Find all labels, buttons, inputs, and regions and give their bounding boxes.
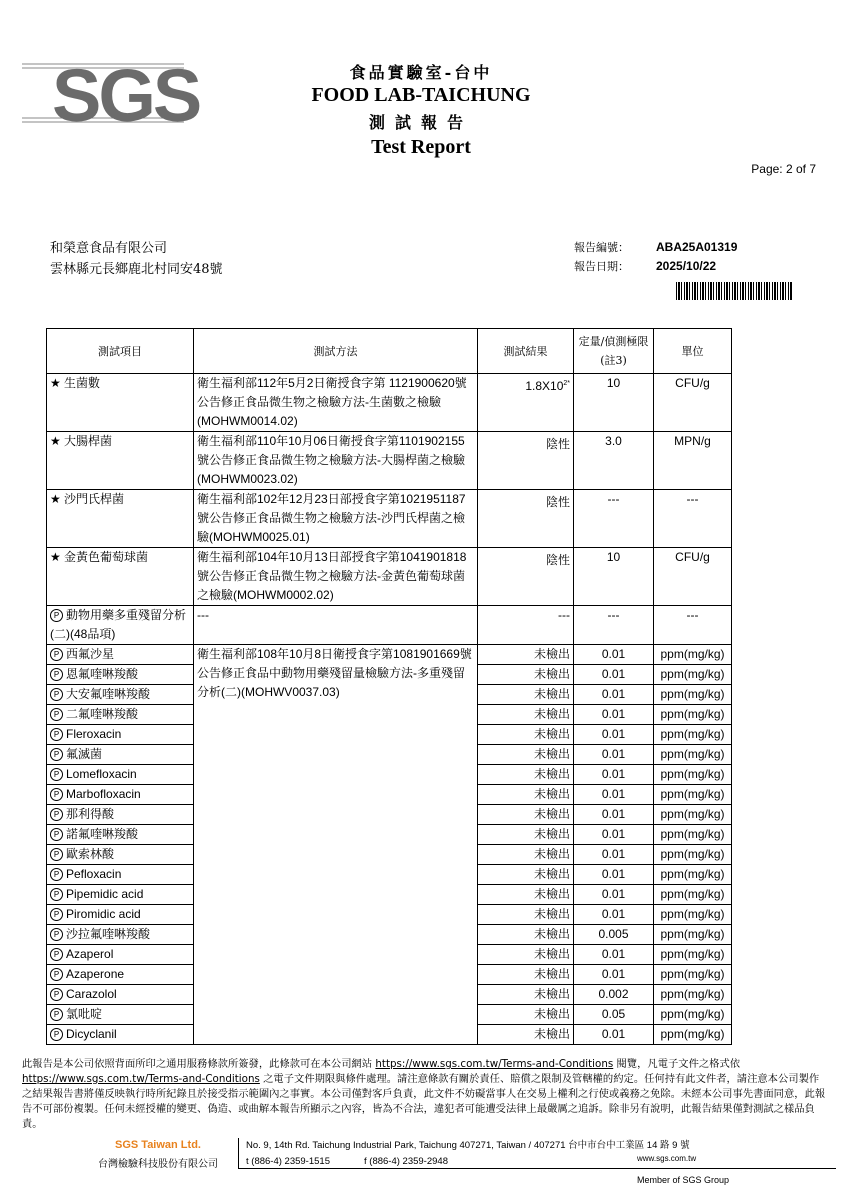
report-date-label: 報告日期： bbox=[574, 260, 629, 273]
item-name: 那利得酸 bbox=[66, 807, 115, 821]
lab-title-en: FOOD LAB-TAICHUNG bbox=[311, 84, 531, 106]
p-circle-icon: P bbox=[50, 708, 63, 721]
item-name: 沙門氏桿菌 bbox=[64, 492, 125, 506]
report-title-zh: 測試報告 bbox=[368, 113, 473, 132]
table-row bbox=[47, 645, 732, 665]
cell-result: 未檢出 bbox=[478, 805, 574, 825]
cell-result: 未檢出 bbox=[478, 665, 574, 685]
item-name: 大安氟喹啉羧酸 bbox=[66, 687, 151, 701]
cell-result: 未檢出 bbox=[478, 1005, 574, 1025]
cell-limit: --- bbox=[574, 606, 654, 645]
star-mark-icon: ★ bbox=[50, 550, 61, 564]
item-name: Pipemidic acid bbox=[66, 887, 144, 901]
p-circle-icon: P bbox=[50, 808, 63, 821]
cell-method: 衛生福利部112年5月2日衛授食字第 1121900620號公告修正食品微生物之檢驗方法-生菌數之檢驗(MOHWM0014.02) bbox=[194, 374, 478, 432]
cell-result bbox=[478, 490, 574, 548]
p-circle-icon: P bbox=[50, 948, 63, 961]
item-name: Pefloxacin bbox=[66, 867, 122, 881]
cell-item bbox=[47, 665, 194, 685]
client-name: 和榮意食品有限公司 bbox=[50, 241, 168, 256]
cell-limit: 0.01 bbox=[574, 1025, 654, 1045]
item-name: Piromidic acid bbox=[66, 907, 141, 921]
cell-unit: ppm(mg/kg) bbox=[654, 685, 732, 705]
cell-item bbox=[47, 1025, 194, 1045]
cell-unit: ppm(mg/kg) bbox=[654, 825, 732, 845]
item-name: 金黃色葡萄球菌 bbox=[64, 550, 149, 564]
cell-item bbox=[47, 885, 194, 905]
p-circle-icon: P bbox=[50, 868, 63, 881]
cell-limit: 0.01 bbox=[574, 945, 654, 965]
cell-unit: ppm(mg/kg) bbox=[654, 985, 732, 1005]
cell-limit: 3.0 bbox=[574, 432, 654, 490]
item-name: 生菌數 bbox=[64, 376, 101, 390]
item-name: 沙拉氟喹啉羧酸 bbox=[66, 927, 151, 941]
cell-item bbox=[47, 805, 194, 825]
cell-unit: ppm(mg/kg) bbox=[654, 945, 732, 965]
cell-method: 衛生福利部110年10月06日衛授食字第1101902155號公告修正食品微生物之檢驗方法-大腸桿菌之檢驗(MOHWM0023.02) bbox=[194, 432, 478, 490]
disclaimer-text-2: 閱覽，凡電子文件之格式依 bbox=[613, 1058, 741, 1070]
cell-result: 未檢出 bbox=[478, 885, 574, 905]
table-row bbox=[47, 548, 732, 606]
cell-result: 未檢出 bbox=[478, 685, 574, 705]
cell-item bbox=[47, 1005, 194, 1025]
cell-method: --- bbox=[194, 606, 478, 645]
terms-link-1[interactable]: https://www.sgs.com.tw/Terms-and-Conditions bbox=[375, 1058, 614, 1070]
item-name: Fleroxacin bbox=[66, 727, 122, 741]
cell-limit: 0.01 bbox=[574, 705, 654, 725]
cell-limit: 0.01 bbox=[574, 805, 654, 825]
lab-title-zh: 食品實驗室-台中 bbox=[349, 63, 493, 82]
cell-result: 未檢出 bbox=[478, 1025, 574, 1045]
cell-unit: --- bbox=[654, 606, 732, 645]
cell-item bbox=[47, 548, 194, 606]
footer-member: Member of SGS Group bbox=[637, 1175, 730, 1185]
cell-item bbox=[47, 765, 194, 785]
item-name: Azaperone bbox=[66, 967, 125, 981]
barcode bbox=[676, 282, 793, 300]
cell-method: 衛生福利部102年12月23日部授食字第1021951187號公告修正食品微生物之檢驗方法-沙門氏桿菌之檢驗(MOHWM0025.01) bbox=[194, 490, 478, 548]
client-block bbox=[50, 238, 223, 280]
table-row bbox=[47, 432, 732, 490]
cell-item bbox=[47, 925, 194, 945]
result-value: 陰性 bbox=[545, 553, 570, 567]
cell-result: 未檢出 bbox=[478, 645, 574, 665]
header-item: 測試項目 bbox=[47, 329, 194, 374]
cell-item bbox=[47, 374, 194, 432]
cell-result: 未檢出 bbox=[478, 785, 574, 805]
cell-unit: CFU/g bbox=[654, 548, 732, 606]
cell-result: 未檢出 bbox=[478, 905, 574, 925]
cell-result: 未檢出 bbox=[478, 945, 574, 965]
cell-limit: 0.01 bbox=[574, 745, 654, 765]
p-circle-icon: P bbox=[50, 968, 63, 981]
cell-unit: CFU/g bbox=[654, 374, 732, 432]
cell-limit: 10 bbox=[574, 548, 654, 606]
table-row-group bbox=[47, 606, 732, 645]
footer-company bbox=[78, 1139, 238, 1170]
cell-limit: 0.01 bbox=[574, 965, 654, 985]
cell-unit: ppm(mg/kg) bbox=[654, 645, 732, 665]
cell-unit: ppm(mg/kg) bbox=[654, 665, 732, 685]
cell-limit: --- bbox=[574, 490, 654, 548]
report-date: 2025/10/22 bbox=[656, 259, 717, 273]
cell-unit: ppm(mg/kg) bbox=[654, 845, 732, 865]
cell-item bbox=[47, 865, 194, 885]
cell-unit: --- bbox=[654, 490, 732, 548]
cell-unit: ppm(mg/kg) bbox=[654, 705, 732, 725]
item-name: 動物用藥多重殘留分析(二)(48品項) bbox=[50, 608, 187, 641]
cell-unit: ppm(mg/kg) bbox=[654, 1005, 732, 1025]
cell-limit: 0.01 bbox=[574, 685, 654, 705]
item-name: 二氟喹啉羧酸 bbox=[66, 707, 139, 721]
cell-item bbox=[47, 965, 194, 985]
report-meta bbox=[574, 238, 737, 276]
results-table bbox=[46, 328, 732, 1045]
p-circle-icon: P bbox=[50, 1008, 63, 1021]
cell-result: 未檢出 bbox=[478, 925, 574, 945]
cell-result: 未檢出 bbox=[478, 765, 574, 785]
p-circle-icon: P bbox=[50, 648, 63, 661]
star-mark-icon: ★ bbox=[50, 434, 61, 448]
cell-method-shared: 衛生福利部108年10月8日衛授食字第1081901669號公告修正食品中動物用藥殘留量檢驗方法-多重殘留分析(二)(MOHWV0037.03) bbox=[194, 645, 478, 1045]
cell-limit: 0.01 bbox=[574, 665, 654, 685]
cell-method: 衛生福利部104年10月13日部授食字第1041901818號公告修正食品微生物之檢驗方法-金黃色葡萄球菌之檢驗(MOHWM0002.02) bbox=[194, 548, 478, 606]
p-circle-icon: P bbox=[50, 768, 63, 781]
cell-result bbox=[478, 548, 574, 606]
item-name: Lomefloxacin bbox=[66, 767, 137, 781]
cell-result: 未檢出 bbox=[478, 985, 574, 1005]
cell-unit: ppm(mg/kg) bbox=[654, 905, 732, 925]
footer-address: No. 9, 14th Rd. Taichung Industrial Park, Taichung 407271, Taiwan / 407271 台中市台中工業區 14 路 9 號 bbox=[246, 1140, 690, 1151]
table-row bbox=[47, 490, 732, 548]
cell-result: 未檢出 bbox=[478, 845, 574, 865]
p-circle-icon: P bbox=[50, 668, 63, 681]
cell-result bbox=[478, 432, 574, 490]
cell-limit: 0.01 bbox=[574, 865, 654, 885]
cell-unit: ppm(mg/kg) bbox=[654, 965, 732, 985]
cell-item bbox=[47, 725, 194, 745]
header-method: 測試方法 bbox=[194, 329, 478, 374]
p-circle-icon: P bbox=[50, 688, 63, 701]
table-header-row bbox=[47, 329, 732, 374]
p-circle-icon: P bbox=[50, 988, 63, 1001]
cell-unit: ppm(mg/kg) bbox=[654, 925, 732, 945]
cell-limit: 0.01 bbox=[574, 845, 654, 865]
footer-address-block bbox=[246, 1138, 690, 1170]
item-name: Carazolol bbox=[66, 987, 117, 1001]
cell-limit: 0.01 bbox=[574, 885, 654, 905]
cell-limit: 0.005 bbox=[574, 925, 654, 945]
footer-company-zh: 台灣檢驗科技股份有限公司 bbox=[98, 1159, 218, 1170]
cell-limit: 10 bbox=[574, 374, 654, 432]
item-name: 大腸桿菌 bbox=[64, 434, 113, 448]
cell-item bbox=[47, 985, 194, 1005]
cell-item bbox=[47, 945, 194, 965]
star-mark-icon: ★ bbox=[50, 492, 61, 506]
item-name: 氯吡啶 bbox=[66, 1007, 103, 1021]
item-name: Dicyclanil bbox=[66, 1027, 117, 1041]
cell-unit: ppm(mg/kg) bbox=[654, 885, 732, 905]
disclaimer-text-1: 此報告是本公司依照背面所印之通用服務條款所簽發，此條款可在本公司網站 bbox=[22, 1058, 376, 1070]
cell-limit: 0.01 bbox=[574, 825, 654, 845]
header-result: 測試結果 bbox=[478, 329, 574, 374]
cell-result: 未檢出 bbox=[478, 745, 574, 765]
cell-item bbox=[47, 705, 194, 725]
cell-unit: ppm(mg/kg) bbox=[654, 725, 732, 745]
p-circle-icon: P bbox=[50, 928, 63, 941]
item-name: 恩氟喹啉羧酸 bbox=[66, 667, 139, 681]
cell-limit: 0.05 bbox=[574, 1005, 654, 1025]
cell-result: --- bbox=[478, 606, 574, 645]
cell-unit: MPN/g bbox=[654, 432, 732, 490]
item-name: 歐索林酸 bbox=[66, 847, 115, 861]
p-circle-icon: P bbox=[50, 828, 63, 841]
header-unit: 單位 bbox=[654, 329, 732, 374]
report-number-label: 報告編號： bbox=[574, 241, 629, 254]
cell-unit: ppm(mg/kg) bbox=[654, 865, 732, 885]
p-circle-icon: P bbox=[50, 888, 63, 901]
result-value: 陰性 bbox=[545, 437, 570, 451]
cell-item bbox=[47, 432, 194, 490]
footer-website[interactable]: www.sgs.com.tw bbox=[637, 1154, 697, 1163]
p-circle-icon: P bbox=[50, 609, 63, 622]
item-name: 諾氟喹啉羧酸 bbox=[66, 827, 139, 841]
header-limit: 定量/偵測極限(註3) bbox=[574, 329, 654, 374]
cell-limit: 0.01 bbox=[574, 905, 654, 925]
p-circle-icon: P bbox=[50, 848, 63, 861]
cell-item bbox=[47, 745, 194, 765]
item-name: Marbofloxacin bbox=[66, 787, 141, 801]
cell-unit: ppm(mg/kg) bbox=[654, 785, 732, 805]
cell-result: 未檢出 bbox=[478, 825, 574, 845]
footer-company-en: SGS Taiwan Ltd. bbox=[115, 1139, 201, 1151]
star-mark-icon: ★ bbox=[50, 376, 61, 390]
report-number: ABA25A01319 bbox=[656, 240, 738, 254]
cell-limit: 0.002 bbox=[574, 985, 654, 1005]
cell-result: 未檢出 bbox=[478, 865, 574, 885]
terms-link-2[interactable]: https://www.sgs.com.tw/Terms-and-Conditions bbox=[22, 1073, 260, 1085]
footer-fax: f (886-4) 2359-2948 bbox=[364, 1156, 448, 1167]
cell-unit: ppm(mg/kg) bbox=[654, 1025, 732, 1045]
cell-limit: 0.01 bbox=[574, 765, 654, 785]
result-value: 1.8X10 bbox=[525, 379, 564, 393]
footer-rule bbox=[238, 1168, 836, 1169]
item-name: 氟滅菌 bbox=[66, 747, 103, 761]
footer-divider bbox=[238, 1138, 239, 1169]
cell-result: 未檢出 bbox=[478, 725, 574, 745]
cell-item bbox=[47, 490, 194, 548]
disclaimer bbox=[22, 1057, 827, 1132]
footer-tel: t (886-4) 2359-1515 bbox=[246, 1156, 330, 1167]
cell-item bbox=[47, 606, 194, 645]
page-number: Page: 2 of 7 bbox=[751, 162, 816, 176]
cell-item bbox=[47, 785, 194, 805]
disclaimer-text-3: 之電子文件期限與條件處理。請注意條款有關於責任、賠償之限制及管轄權的約定。任何持有此文件者，請注意本公司製作之結果報告書將僅反映執行時所紀錄且於接受指示範圍內之事實。本公司僅對客戶負責，此文件不妨礙當事人在交易上權利之行使或義務之免除。未經本公司事先書面同意，此報告不可部份複製。任何未經授權的變更、偽造、或曲解本報告所顯示之內容，皆為不合法，違犯者可能遭受法律上最嚴厲之追訴。除非另有說明，此報告結果僅對測試之樣品負責。 bbox=[22, 1073, 826, 1130]
cell-result bbox=[478, 374, 574, 432]
p-circle-icon: P bbox=[50, 908, 63, 921]
p-circle-icon: P bbox=[50, 728, 63, 741]
cell-result: 未檢出 bbox=[478, 705, 574, 725]
p-circle-icon: P bbox=[50, 1028, 63, 1041]
client-address: 雲林縣元長鄉鹿北村同安48號 bbox=[50, 262, 223, 277]
result-exponent: 2* bbox=[563, 380, 570, 387]
cell-limit: 0.01 bbox=[574, 725, 654, 745]
p-circle-icon: P bbox=[50, 788, 63, 801]
cell-limit: 0.01 bbox=[574, 645, 654, 665]
item-name: 西氟沙星 bbox=[66, 647, 115, 661]
cell-unit: ppm(mg/kg) bbox=[654, 765, 732, 785]
cell-item bbox=[47, 845, 194, 865]
table-row bbox=[47, 374, 732, 432]
cell-limit: 0.01 bbox=[574, 785, 654, 805]
logo-text: SGS bbox=[52, 54, 200, 137]
cell-item bbox=[47, 685, 194, 705]
result-value: 陰性 bbox=[545, 495, 570, 509]
cell-result: 未檢出 bbox=[478, 965, 574, 985]
cell-unit: ppm(mg/kg) bbox=[654, 745, 732, 765]
p-circle-icon: P bbox=[50, 748, 63, 761]
item-name: Azaperol bbox=[66, 947, 114, 961]
cell-item bbox=[47, 825, 194, 845]
cell-unit: ppm(mg/kg) bbox=[654, 805, 732, 825]
cell-item bbox=[47, 645, 194, 665]
cell-item bbox=[47, 905, 194, 925]
report-title-en: Test Report bbox=[371, 136, 471, 158]
